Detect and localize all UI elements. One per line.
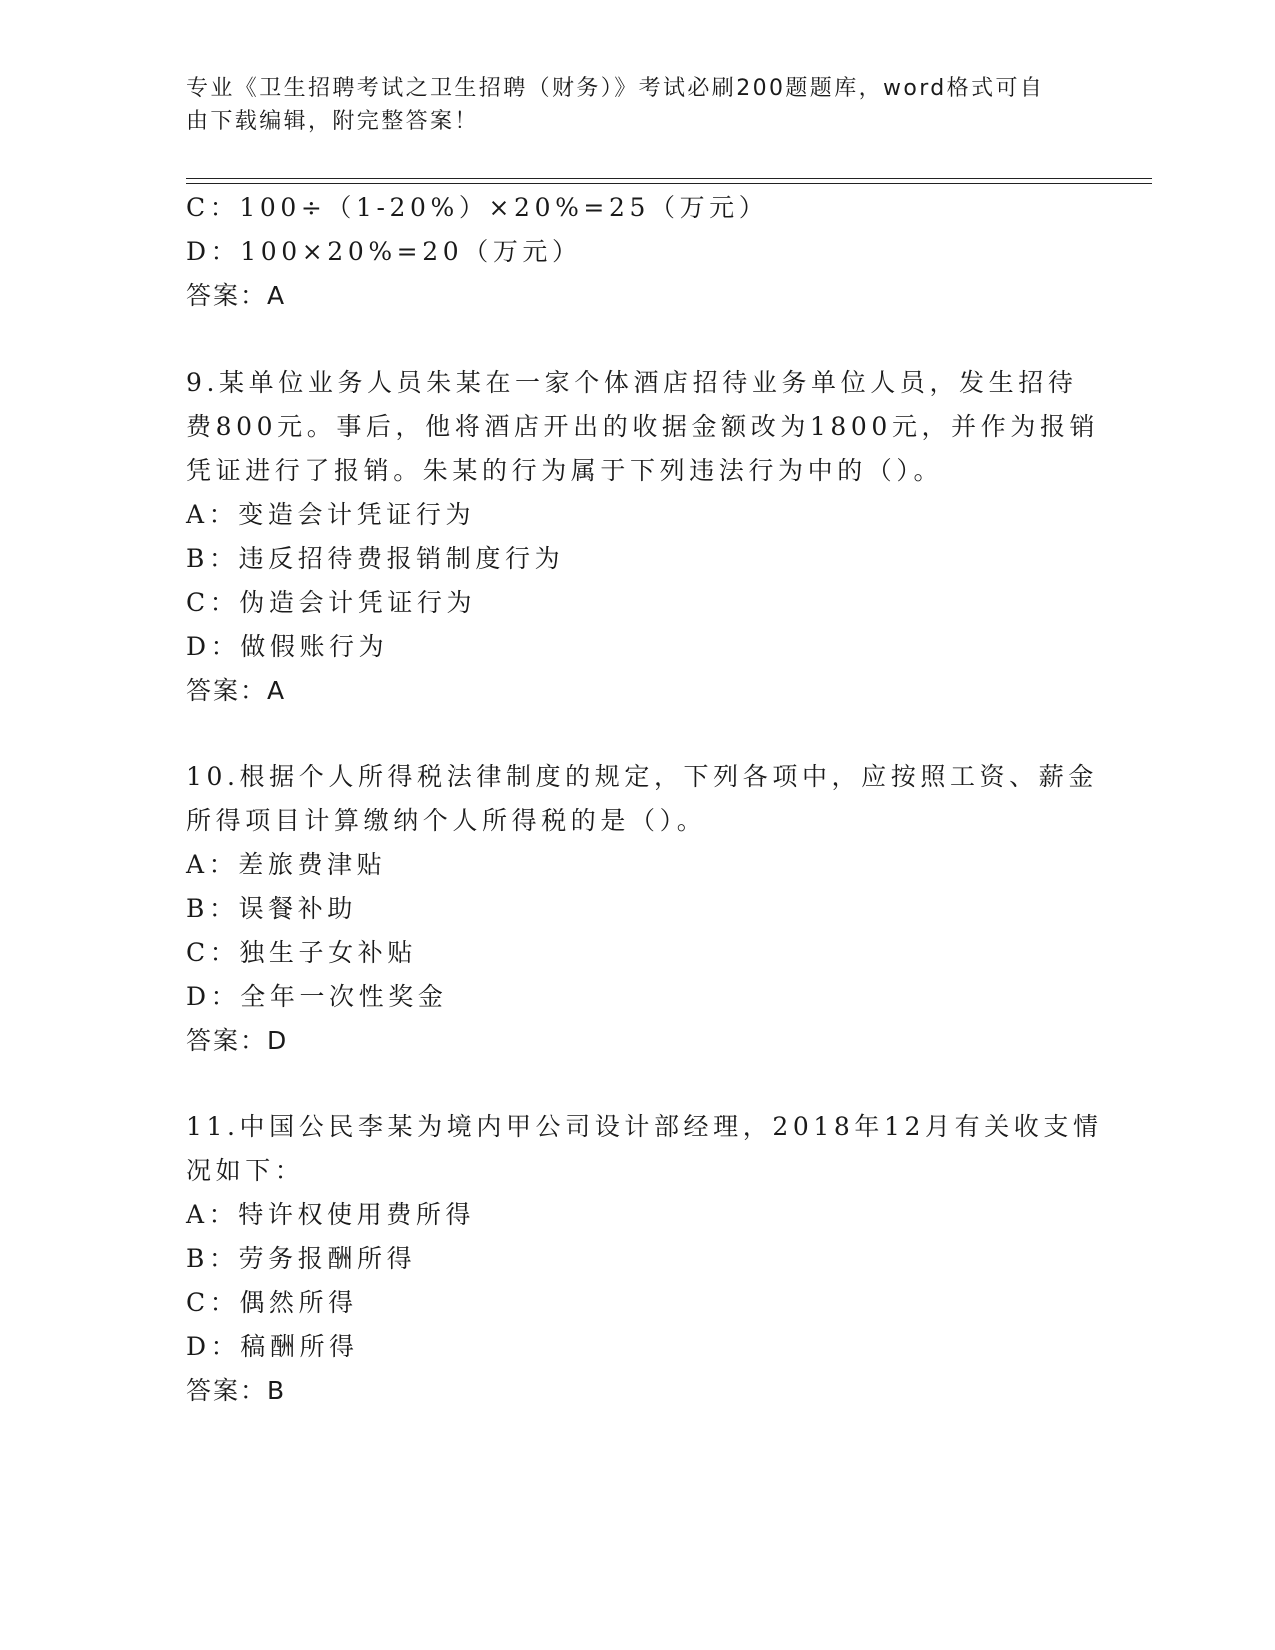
q9-option-a: A：变造会计凭证行为 (186, 500, 476, 529)
q11-option-d: D：稿酬所得 (186, 1332, 359, 1361)
q10-stem-line-2: 所得项目计算缴纳个人所得税的是（）。 (186, 806, 707, 835)
q11-stem-line-2: 况如下： (186, 1156, 305, 1185)
q9-option-c: C：伪造会计凭证行为 (186, 588, 477, 617)
q8-option-d: D：100×20%=20（万元） (186, 237, 582, 266)
header-divider-bottom (186, 183, 1152, 184)
q11-option-c: C：偶然所得 (186, 1288, 358, 1317)
q10-stem-line-1: 10.根据个人所得税法律制度的规定，下列各项中，应按照工资、薪金 (186, 762, 1098, 791)
q9-stem-line-1: 9.某单位业务人员朱某在一家个体酒店招待业务单位人员，发生招待 (186, 368, 1078, 397)
q11-option-b: B：劳务报酬所得 (186, 1244, 417, 1273)
q10-option-a: A：差旅费津贴 (186, 850, 387, 879)
q8-option-c: C：100÷（1-20%）×20%=25（万元） (186, 193, 769, 222)
q9-stem-line-2: 费800元。事后，他将酒店开出的收据金额改为1800元，并作为报销 (186, 412, 1100, 441)
q9-answer: 答案：A (186, 676, 287, 705)
q10-option-d: D：全年一次性奖金 (186, 982, 448, 1011)
q11-answer: 答案：B (186, 1376, 287, 1405)
q9-stem-line-3: 凭证进行了报销。朱某的行为属于下列违法行为中的（）。 (186, 456, 944, 485)
q8-answer: 答案：A (186, 281, 287, 310)
q10-option-c: C：独生子女补贴 (186, 938, 417, 967)
q9-option-b: B：违反招待费报销制度行为 (186, 544, 565, 573)
header-line-1: 专业《卫生招聘考试之卫生招聘（财务）》考试必刷200题题库，word格式可自 (186, 76, 1045, 101)
q11-option-a: A：特许权使用费所得 (186, 1200, 476, 1229)
q10-answer: 答案：D (186, 1026, 289, 1055)
header-line-2: 由下载编辑，附完整答案！ (186, 109, 479, 134)
q10-option-b: B：误餐补助 (186, 894, 357, 923)
q9-option-d: D：做假账行为 (186, 632, 389, 661)
q11-stem-line-1: 11.中国公民李某为境内甲公司设计部经理，2018年12月有关收支情 (186, 1112, 1103, 1141)
document-header (186, 72, 1066, 138)
header-divider-top (186, 178, 1152, 179)
